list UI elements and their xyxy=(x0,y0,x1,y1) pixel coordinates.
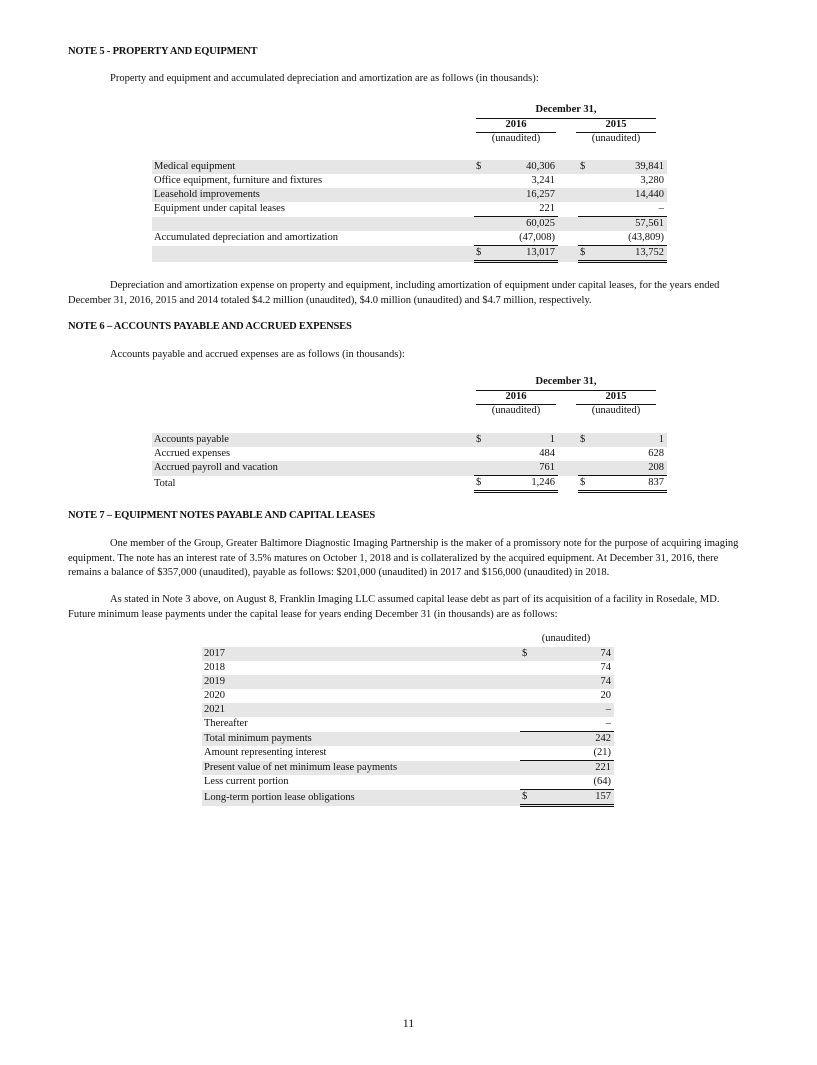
row-value: 157 xyxy=(540,790,614,806)
table-row xyxy=(152,202,667,217)
dollar-sign xyxy=(474,174,488,188)
row-label: Less current portion xyxy=(204,776,289,788)
note6-intro: Accounts payable and accrued expenses are as follows (in thousands): xyxy=(110,349,405,360)
note5-col1-year: 2016 xyxy=(505,119,527,130)
table-row xyxy=(202,675,614,689)
value-2015: 57,561 xyxy=(592,217,667,232)
table-row xyxy=(152,447,667,461)
row-label: Accumulated depreciation and amortization xyxy=(154,232,338,244)
value-2015: 628 xyxy=(648,448,664,459)
note5-heading: NOTE 5 - PROPERTY AND EQUIPMENT xyxy=(68,46,258,57)
row-label: Equipment under capital leases xyxy=(154,203,285,215)
row-label xyxy=(152,246,474,262)
row-value: 74 xyxy=(600,662,611,673)
row-label: Accrued expenses xyxy=(154,448,231,459)
note7-paragraph-1: One member of the Group, Greater Baltimore Diagnostic Imaging Partnership is the maker of a promissory note for the purpose of acquiring imaging equipment. The note has an interest rate of 3.5% matures on October 1, 2018 and is collateralized by the acquired equipment. At December 31, 2016, there remains a balance of $357,000 (unaudited), payable as follows: $201,000 (unaudited) in 2017 and $156,000 (unaudited) in 2018. xyxy=(68,538,739,578)
dollar-sign xyxy=(474,217,488,232)
table-row xyxy=(152,160,667,174)
note5-date-label: December 31, xyxy=(535,104,597,115)
row-label: Amount representing interest xyxy=(204,747,327,759)
table-row xyxy=(202,661,614,675)
note6-col1-header xyxy=(476,391,556,402)
dollar-sign xyxy=(520,703,540,717)
dollar-sign: $ xyxy=(474,246,488,262)
value-2016: (47,008) xyxy=(519,232,555,243)
table-row xyxy=(202,732,614,747)
row-label: Total minimum payments xyxy=(202,732,520,747)
dollar-sign xyxy=(520,761,540,776)
value-2015: 1 xyxy=(592,433,667,447)
row-label: Office equipment, furniture and fixtures xyxy=(154,175,323,186)
dollar-sign xyxy=(578,461,592,476)
table-row xyxy=(202,689,614,703)
dollar-sign xyxy=(578,231,592,246)
row-label: Accounts payable xyxy=(152,433,474,447)
table-row xyxy=(202,703,614,717)
note5-col2-header xyxy=(576,119,656,130)
dollar-sign xyxy=(520,775,540,790)
note5-col2-unaudited: (unaudited) xyxy=(591,133,641,144)
note6-date-header xyxy=(476,376,656,387)
note7-heading: NOTE 7 – EQUIPMENT NOTES PAYABLE AND CAPITAL LEASES xyxy=(68,510,376,521)
row-label: Thereafter xyxy=(204,718,248,730)
row-label: 2017 xyxy=(202,647,520,661)
row-label xyxy=(152,217,474,232)
value-2015: 837 xyxy=(592,476,667,492)
value-2016: 221 xyxy=(539,203,555,214)
note5-col2-year: 2015 xyxy=(605,119,627,130)
dollar-sign xyxy=(520,746,540,761)
value-2016: 761 xyxy=(488,461,558,476)
note6-heading: NOTE 6 – ACCOUNTS PAYABLE AND ACCRUED EXPENSES xyxy=(68,321,352,332)
table-row xyxy=(152,246,667,262)
table-row xyxy=(152,217,667,232)
row-value: (21) xyxy=(593,747,611,758)
table-row xyxy=(202,717,614,732)
page-number: 11 xyxy=(402,1016,415,1030)
value-2015: 39,841 xyxy=(592,160,667,174)
value-2015: 208 xyxy=(592,461,667,476)
row-value: 20 xyxy=(600,690,611,701)
dollar-sign xyxy=(578,174,592,188)
dollar-sign: $ xyxy=(578,160,592,174)
value-2016: 13,017 xyxy=(488,246,558,262)
dollar-sign: $ xyxy=(474,160,488,174)
row-label: 2018 xyxy=(204,662,225,673)
dollar-sign xyxy=(520,675,540,689)
note6-table xyxy=(152,433,667,493)
note6-col2-header xyxy=(576,391,656,402)
dollar-sign xyxy=(474,447,488,461)
dollar-sign xyxy=(520,717,540,732)
dollar-sign: $ xyxy=(520,790,540,806)
table-row xyxy=(202,790,614,806)
value-2015: (43,809) xyxy=(628,232,664,243)
value-2015: 13,752 xyxy=(592,246,667,262)
note7-lease-table xyxy=(202,647,614,807)
dollar-sign xyxy=(520,689,540,703)
dollar-sign: $ xyxy=(474,476,488,492)
row-value: – xyxy=(540,703,614,717)
table-row xyxy=(202,761,614,776)
value-2016: 3,241 xyxy=(531,175,555,186)
row-label: 2019 xyxy=(202,675,520,689)
value-2015: – xyxy=(658,203,664,214)
value-2015: 14,440 xyxy=(592,188,667,202)
row-value: 74 xyxy=(540,647,614,661)
table-row xyxy=(202,647,614,661)
table-row xyxy=(152,174,667,188)
note6-date-label: December 31, xyxy=(535,376,597,387)
note6-col1-unaudited: (unaudited) xyxy=(491,405,541,416)
dollar-sign xyxy=(474,231,488,246)
dollar-sign xyxy=(578,188,592,202)
note7-unaudited-header: (unaudited) xyxy=(541,633,591,644)
row-label: Long-term portion lease obligations xyxy=(202,790,520,806)
dollar-sign xyxy=(578,217,592,232)
note5-col1-header xyxy=(476,119,556,130)
note5-footnote: Depreciation and amortization expense on property and equipment, including amortization of equipment under capital leases, for the years ended December 31, 2016, 2015 and 2014 totaled $4.2 million (unaudited), $4.0 million (unaudited) and $4.7 million, respectively. xyxy=(68,280,720,306)
table-row xyxy=(152,231,667,246)
value-2015: 3,280 xyxy=(640,175,664,186)
row-label: Total xyxy=(154,477,176,489)
dollar-sign xyxy=(520,661,540,675)
dollar-sign xyxy=(578,447,592,461)
note5-date-header xyxy=(476,104,656,115)
row-label: Accrued payroll and vacation xyxy=(152,461,474,476)
dollar-sign: $ xyxy=(578,433,592,447)
note5-table xyxy=(152,160,667,263)
dollar-sign: $ xyxy=(474,433,488,447)
note5-col1-unaudited: (unaudited) xyxy=(491,133,541,144)
row-label: Medical equipment xyxy=(152,160,474,174)
row-value: – xyxy=(605,718,611,729)
note6-col1-year: 2016 xyxy=(505,391,527,402)
value-2016: 40,306 xyxy=(488,160,558,174)
dollar-sign xyxy=(474,202,488,217)
value-2016: 16,257 xyxy=(488,188,558,202)
row-value: 74 xyxy=(540,675,614,689)
note6-col2-year: 2015 xyxy=(605,391,627,402)
row-value: (64) xyxy=(593,776,611,787)
table-row xyxy=(152,476,667,492)
note7-paragraph-2: As stated in Note 3 above, on August 8, Franklin Imaging LLC assumed capital lease debt as part of its acquisition of a facility in Rosedale, MD. Future minimum lease payments under the capital lease for years ending December 31 (in thousands) are as follows: xyxy=(68,594,720,620)
dollar-sign xyxy=(474,188,488,202)
row-label: Present value of net minimum lease payments xyxy=(202,761,520,776)
table-row xyxy=(152,433,667,447)
row-value: 221 xyxy=(540,761,614,776)
table-row xyxy=(152,188,667,202)
row-value: 242 xyxy=(540,732,614,747)
note6-col2-unaudited: (unaudited) xyxy=(591,405,641,416)
row-label: 2020 xyxy=(204,690,225,701)
dollar-sign xyxy=(474,461,488,476)
dollar-sign xyxy=(578,202,592,217)
row-label: 2021 xyxy=(202,703,520,717)
dollar-sign: $ xyxy=(578,246,592,262)
dollar-sign: $ xyxy=(520,647,540,661)
value-2016: 1 xyxy=(488,433,558,447)
table-row xyxy=(152,461,667,476)
value-2016: 60,025 xyxy=(488,217,558,232)
dollar-sign: $ xyxy=(578,476,592,492)
value-2016: 1,246 xyxy=(488,476,558,492)
table-row xyxy=(202,746,614,761)
dollar-sign xyxy=(520,732,540,747)
row-label: Leasehold improvements xyxy=(152,188,474,202)
table-row xyxy=(202,775,614,790)
value-2016: 484 xyxy=(539,448,555,459)
note5-intro: Property and equipment and accumulated depreciation and amortization are as follows (in thousands): xyxy=(110,73,539,84)
